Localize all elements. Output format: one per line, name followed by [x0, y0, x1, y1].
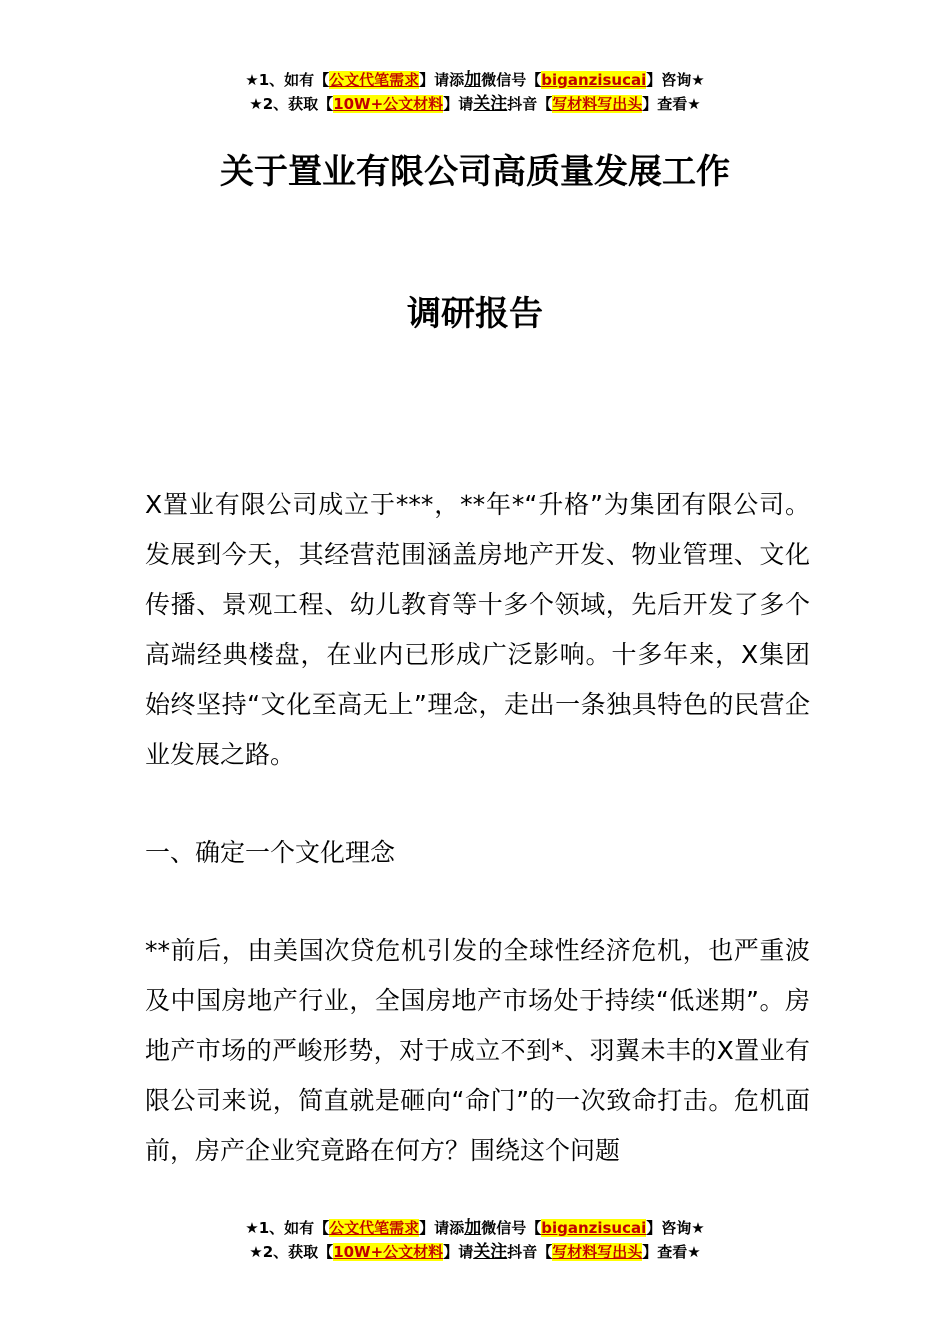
footer-highlight-wechat-id: biganzisucai [541, 1219, 647, 1237]
footer-banner-line-2: ★2、获取【10W+公文材料】请关注抖音【写材料写出头】查看★ [249, 1242, 701, 1262]
paragraph-section-1: **前后，由美国次贷危机引发的全球性经济危机，也严重波及中国房地产行业，全国房地产市场处于持续“低迷期”。房地产市场的严峻形势，对于成立不到*、羽翼未丰的X置业有限公司来说，简直就是砸向“命门”的一次致命打击。危机面前，房产企业究竟路在何方？围绕这个问题 [145, 936, 810, 1165]
banner-line-1: ★1、如有【公文代笔需求】请添加微信号【biganzisucai】咨询★ [245, 70, 705, 90]
highlight-wechat-id: biganzisucai [541, 71, 647, 89]
header-banner [0, 68, 950, 116]
banner-line-2: ★2、获取【10W+公文材料】请关注抖音【写材料写出头】查看★ [249, 94, 701, 114]
footer-banner [0, 1216, 950, 1264]
section-heading-1: 一、确定一个文化理念 [145, 838, 396, 867]
footer-highlight-douyin: 写材料写出头 [552, 1243, 643, 1261]
footer-highlight-materials: 10W+公文材料 [333, 1243, 444, 1261]
highlight-materials: 10W+公文材料 [333, 95, 444, 113]
highlight-douyin: 写材料写出头 [552, 95, 643, 113]
highlight-service: 公文代笔需求 [329, 71, 420, 89]
document-title-line-2: 调研报告 [407, 294, 543, 334]
document-title-line-1: 关于置业有限公司高质量发展工作 [220, 152, 730, 192]
footer-highlight-service: 公文代笔需求 [329, 1219, 420, 1237]
footer-banner-line-1: ★1、如有【公文代笔需求】请添加微信号【biganzisucai】咨询★ [245, 1218, 705, 1238]
paragraph-intro: X置业有限公司成立于***，**年*“升格”为集团有限公司。发展到今天，其经营范围涵盖房地产开发、物业管理、文化传播、景观工程、幼儿教育等十多个领域，先后开发了多个高端经典楼盘，在业内已形成广泛影响。十多年来，X集团始终坚持“文化至高无上”理念，走出一条独具特色的民营企业发展之路。 [145, 490, 810, 769]
